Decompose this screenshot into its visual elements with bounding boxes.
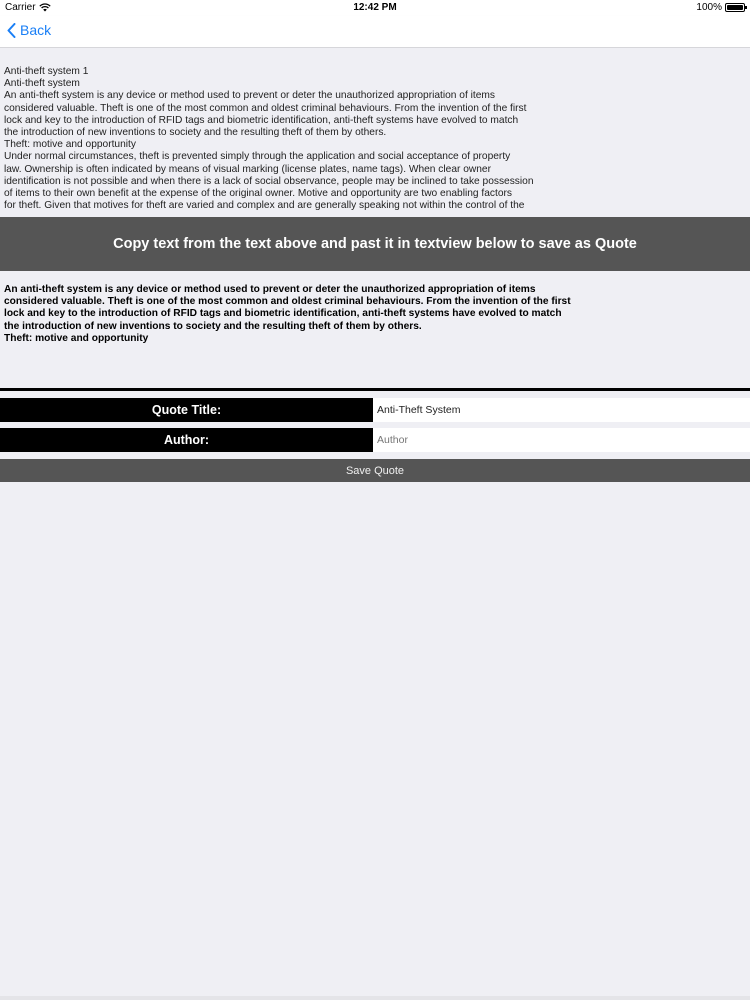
battery-indicator [696,2,745,13]
status-time: 12:42 PM [353,2,397,13]
back-label: Back [20,22,52,38]
source-text-line: lock and key to the introduction of RFID tags and biometric identification, anti-theft systems have evolved to match [4,114,519,126]
bottom-edge [0,996,750,1000]
source-text-line: An anti-theft system is any device or method used to prevent or deter the unauthorized appropriation of items [4,90,495,102]
back-button[interactable] [7,22,51,38]
status-bar [0,0,750,16]
source-text-line: the introduction of new inventions to society and the resulting theft of them by others. [4,127,387,139]
quote-title-row [0,398,750,422]
quote-text-view[interactable] [0,271,750,388]
quote-title-input[interactable] [373,398,750,422]
author-row [0,428,750,452]
source-text-line: identification is not possible and when there is a lack of social observance, people may be inclined to take possession [4,175,534,187]
section-divider [0,388,750,391]
source-text-line: Under normal circumstances, theft is prevented simply through the application and social acceptance of property [4,151,511,163]
instruction-banner [0,217,750,271]
quote-text-line: the introduction of new inventions to society and the resulting theft of them by others. [4,320,422,332]
save-quote-button[interactable]: Save Quote [0,459,750,482]
source-text-view[interactable] [0,48,750,217]
source-text-line: Theft: motive and opportunity [4,139,136,151]
navigation-bar [0,16,750,48]
author-label: Author: [0,428,373,452]
battery-percent: 100% [696,2,722,13]
quote-text-line: An anti-theft system is any device or method used to prevent or deter the unauthorized appropriation of items [4,284,536,295]
source-text-line: for theft. Given that motives for theft are varied and complex and are generally speaking not within the control of the [4,200,525,212]
source-text-line: Anti-theft system [4,78,80,90]
chevron-left-icon [7,23,16,38]
source-text-line: Anti-theft system 1 [4,66,89,77]
quote-text-line: Theft: motive and opportunity [4,332,149,344]
author-input[interactable] [373,428,750,452]
source-text-line: considered valuable. Theft is one of the most common and oldest criminal behaviours. From the invention of the first [4,102,527,114]
instruction-text: Copy text from the text above and past it in textview below to save as Quote [113,236,637,252]
carrier-label: Carrier [5,2,36,13]
source-text-line: law. Ownership is often indicated by means of visual marking (license plates, name tags). When clear owner [4,163,491,175]
quote-text-line: lock and key to the introduction of RFID tags and biometric identification, anti-theft systems have evolved to match [4,308,562,320]
battery-icon [725,3,745,12]
quote-title-label: Quote Title: [0,398,373,422]
source-text-line: of items to their own benefit at the expense of the original owner. Motive and opportunity are two enabling factors [4,188,512,200]
quote-text-line: considered valuable. Theft is one of the most common and oldest criminal behaviours. From the invention of the first [4,296,571,308]
